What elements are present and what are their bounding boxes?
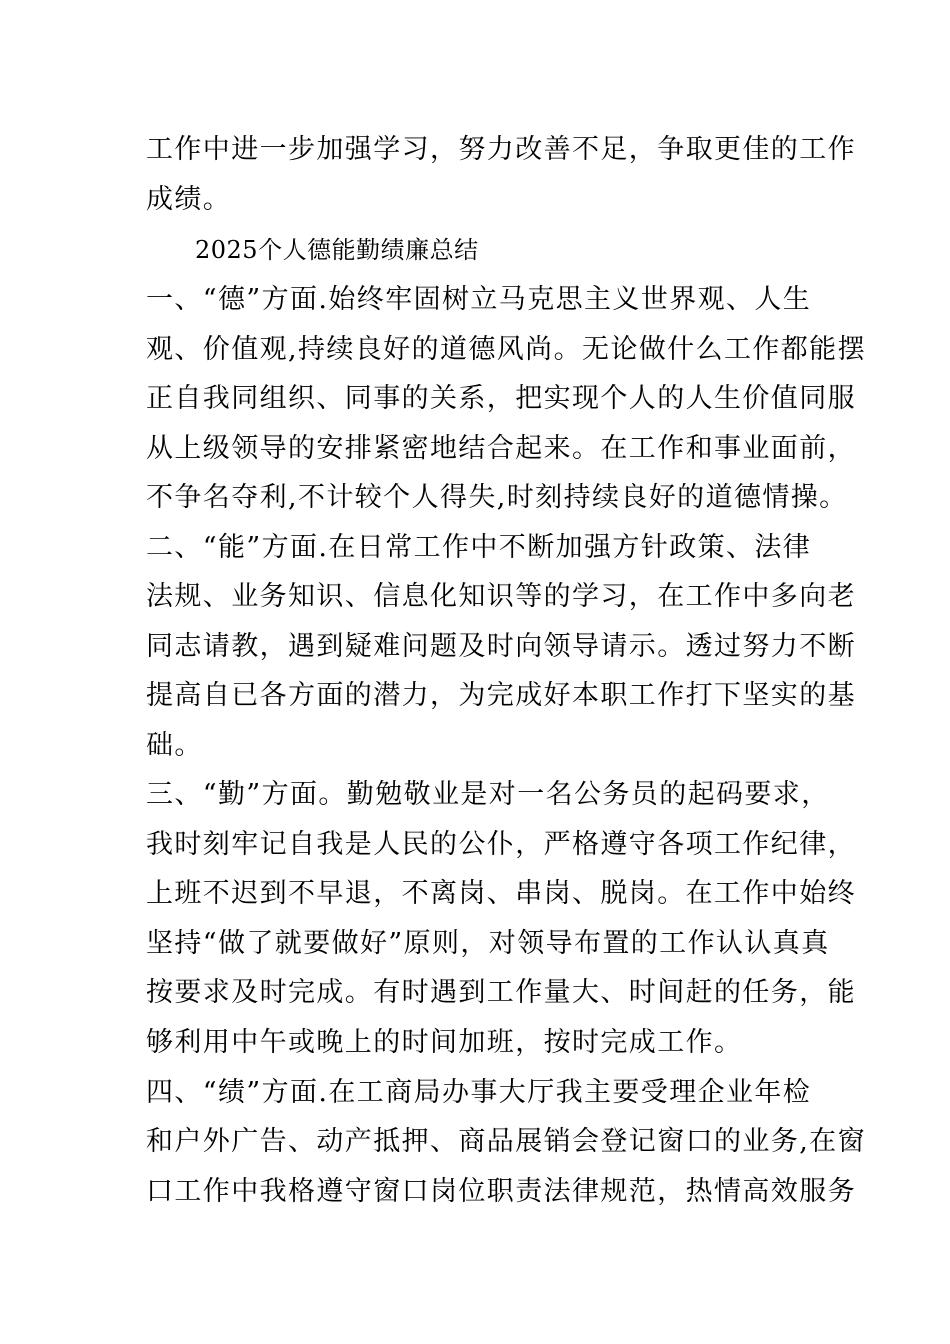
text-line-17: 坚持“做了就要做好”原则，对领导布置的工作认认真真	[146, 928, 830, 959]
text-line-8: 不争名夺利,不计较个人得失,时刻持续良好的道德情操。	[146, 482, 848, 513]
text-line-20: 四、“绩”方面.在工商局办事大厅我主要受理企业年检	[146, 1077, 812, 1108]
text-line-12: 提高自已各方面的潜力，为完成好本职工作打下坚实的基	[146, 680, 856, 711]
text-line-18: 按要求及时完成。有时遇到工作量大、时间赶的任务，能	[146, 977, 856, 1008]
text-line-16: 上班不迟到不早退，不离岗、串岗、脱岗。在工作中始终	[146, 878, 856, 909]
text-line-10: 法规、业务知识、信息化知识等的学习，在工作中多向老	[146, 581, 856, 612]
text-line-4: 一、“德”方面.始终牢固树立马克思主义世界观、人生	[146, 284, 812, 315]
text-line-6: 正自我同组织、同事的关系，把实现个人的人生价值同服	[146, 383, 856, 414]
text-line-11: 同志请教，遇到疑难问题及时向领导请示。透过努力不断	[146, 631, 856, 662]
text-line-15: 我时刻牢记自我是人民的公仆，严格遵守各项工作纪律，	[146, 829, 856, 860]
text-line-13: 础。	[146, 730, 203, 761]
text-line-5: 观、价值观,持续良好的道德风尚。无论做什么工作都能摆	[146, 334, 866, 365]
section-title: 2025个人德能勤绩廉总结	[195, 236, 479, 264]
text-line-22: 口工作中我格遵守窗口岗位职责法律规范，热情高效服务	[146, 1176, 856, 1207]
text-line-14: 三、“勤”方面。勤勉敬业是对一名公务员的起码要求，	[146, 779, 830, 810]
text-line-7: 从上级领导的安排紧密地结合起来。在工作和事业面前，	[146, 433, 856, 464]
text-line-2: 成绩。	[146, 184, 232, 215]
text-line-21: 和户外广告、动产抵押、商品展销会登记窗口的业务,在窗	[146, 1126, 866, 1157]
text-line-19: 够利用中午或晚上的时间加班，按时完成工作。	[146, 1027, 743, 1058]
text-line-1: 工作中进一步加强学习，努力改善不足，争取更佳的工作	[146, 134, 856, 165]
text-line-9: 二、“能”方面.在日常工作中不断加强方针政策、法律	[146, 532, 812, 563]
